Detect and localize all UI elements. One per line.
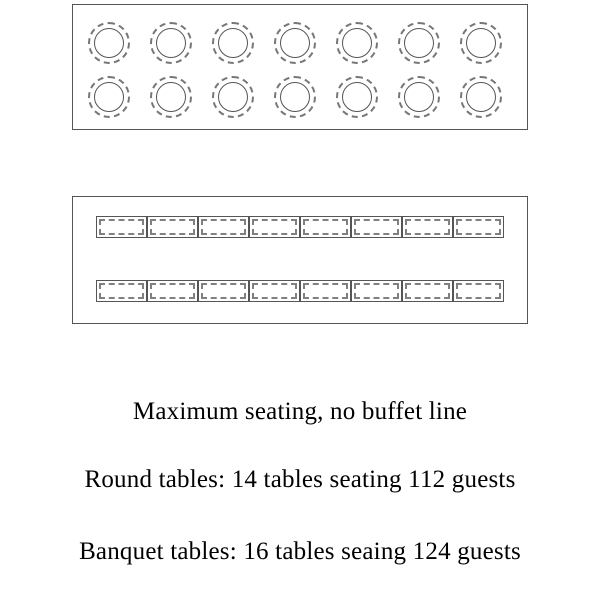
round-table <box>149 21 193 65</box>
banquet-table-row <box>96 216 504 238</box>
banquet-table-chairs <box>354 283 399 299</box>
round-table-top <box>404 28 434 58</box>
banquet-table <box>300 280 351 302</box>
round-table <box>211 21 255 65</box>
round-table-top <box>466 28 496 58</box>
banquet-table <box>96 280 147 302</box>
banquet-table <box>453 216 504 238</box>
round-table <box>459 21 503 65</box>
banquet-table <box>453 280 504 302</box>
round-table-room <box>72 4 528 130</box>
banquet-table-chairs <box>150 283 195 299</box>
round-table <box>87 75 131 119</box>
banquet-table-chairs <box>201 219 246 235</box>
caption-round-tables: Round tables: 14 tables seating 112 guests <box>84 466 516 493</box>
banquet-table-chairs <box>99 283 144 299</box>
round-table <box>149 75 193 119</box>
banquet-table <box>402 280 453 302</box>
caption-maximum-seating: Maximum seating, no buffet line <box>132 398 468 425</box>
banquet-table-row <box>96 280 504 302</box>
banquet-table-chairs <box>150 219 195 235</box>
caption-banquet-tables: Banquet tables: 16 tables seaing 124 guests <box>79 538 521 565</box>
banquet-table-chairs <box>252 283 297 299</box>
round-table <box>273 75 317 119</box>
round-table-top <box>280 82 310 112</box>
round-table <box>273 21 317 65</box>
banquet-table <box>351 216 402 238</box>
round-table <box>335 75 379 119</box>
round-table-top <box>218 82 248 112</box>
banquet-table-chairs <box>201 283 246 299</box>
banquet-table <box>96 216 147 238</box>
round-table-top <box>342 82 372 112</box>
round-table <box>211 75 255 119</box>
banquet-table-chairs <box>354 219 399 235</box>
banquet-table-chairs <box>456 283 501 299</box>
banquet-table-chairs <box>252 219 297 235</box>
round-table-top <box>156 28 186 58</box>
banquet-table <box>351 280 402 302</box>
round-table-top <box>218 28 248 58</box>
banquet-table-chairs <box>303 219 348 235</box>
banquet-table <box>198 216 249 238</box>
round-table-top <box>404 82 434 112</box>
banquet-table-chairs <box>456 219 501 235</box>
banquet-table <box>147 216 198 238</box>
round-table <box>397 21 441 65</box>
banquet-table-chairs <box>405 283 450 299</box>
round-table-top <box>156 82 186 112</box>
banquet-table-chairs <box>405 219 450 235</box>
round-table-top <box>94 82 124 112</box>
round-table <box>335 21 379 65</box>
round-table <box>459 75 503 119</box>
round-table <box>397 75 441 119</box>
banquet-table <box>249 216 300 238</box>
banquet-table-chairs <box>303 283 348 299</box>
banquet-table <box>249 280 300 302</box>
banquet-table-chairs <box>99 219 144 235</box>
round-table-top <box>342 28 372 58</box>
banquet-table <box>147 280 198 302</box>
round-table-top <box>94 28 124 58</box>
banquet-table <box>198 280 249 302</box>
banquet-table <box>300 216 351 238</box>
round-table <box>87 21 131 65</box>
banquet-table <box>402 216 453 238</box>
round-table-top <box>466 82 496 112</box>
round-table-top <box>280 28 310 58</box>
